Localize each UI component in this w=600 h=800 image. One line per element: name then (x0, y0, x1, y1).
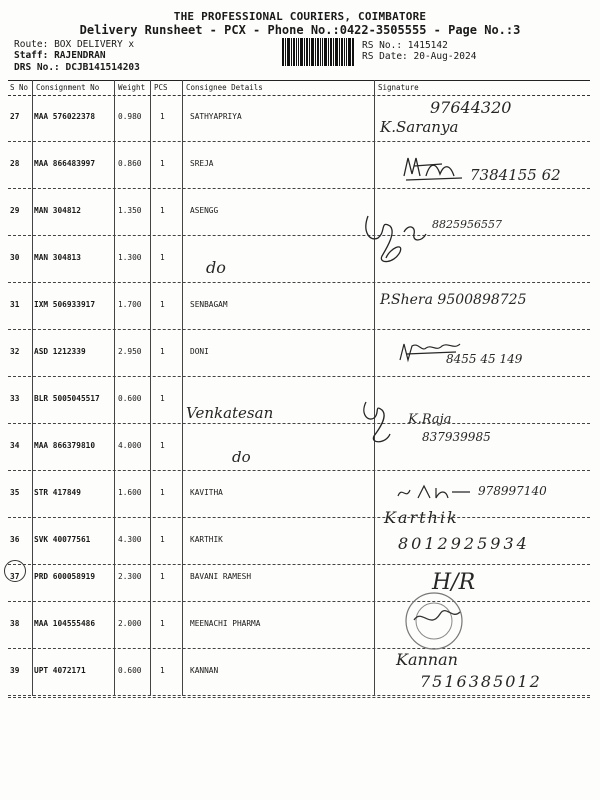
row-weight: 4.000 (118, 441, 142, 450)
row-consignment-no: UPT 4072171 (34, 666, 86, 675)
row-sno: 30 (10, 253, 20, 262)
row-weight: 2.950 (118, 347, 142, 356)
row-consignee: DONI (190, 347, 209, 356)
staff-value: RAJENDRAN (54, 50, 106, 61)
row-consignment-no: PRD 600058919 (34, 572, 96, 581)
row-weight: 4.300 (118, 535, 142, 544)
row-weight: 0.600 (118, 394, 142, 403)
row-weight: 1.600 (118, 488, 142, 497)
row-pcs: 1 (160, 572, 165, 581)
pharma-rubber-stamp (400, 590, 470, 652)
table-row (8, 376, 590, 424)
handwritten-phone: 8825956557 (432, 218, 502, 231)
handwritten-signature: K.Saranya (380, 118, 459, 136)
row-sno: 28 (10, 159, 20, 168)
row-sno: 33 (10, 394, 20, 403)
ditto-mark: do (206, 258, 226, 277)
barcode-image (282, 38, 354, 66)
rs-date-label: RS Date: (362, 51, 408, 62)
table-bottom-border (8, 697, 590, 698)
rs-no-line (362, 40, 448, 51)
row-pcs: 1 (160, 619, 165, 628)
handwritten-signature: P.Shera 9500898725 (380, 292, 527, 308)
row-pcs: 1 (160, 535, 165, 544)
row-consignment-no: SVK 40077561 (34, 535, 91, 544)
row-sno: 37 (10, 572, 20, 581)
row-weight: 0.600 (118, 666, 142, 675)
route-label: Route: (14, 39, 49, 50)
row-consignee: KAVITHA (190, 488, 223, 497)
handwritten-consignee: Venkatesan (186, 404, 274, 422)
row-pcs: 1 (160, 347, 165, 356)
signature-scribble (402, 154, 472, 182)
signature-scribble (360, 212, 440, 268)
row-weight: 2.300 (118, 572, 142, 581)
row-37-circle-mark (4, 560, 26, 582)
row-consignment-no: STR 417849 (34, 488, 81, 497)
drs-value: DCJB141514203 (65, 62, 140, 73)
signature-scribble (396, 482, 472, 502)
row-consignee: SENBAGAM (190, 300, 228, 309)
row-weight: 0.860 (118, 159, 142, 168)
runsheet-title: Delivery Runsheet - PCX - Phone No.:0422-3505555 - Page No.:3 (79, 23, 521, 37)
rs-no-value: 1415142 (407, 40, 448, 51)
row-consignment-no: MAN 304813 (34, 253, 81, 262)
handwritten-phone: 97644320 (430, 98, 512, 117)
table-row (8, 554, 590, 602)
drs-line (14, 62, 140, 73)
row-sno: 31 (10, 300, 20, 309)
table-row (8, 235, 590, 283)
row-sno: 29 (10, 206, 20, 215)
row-consignee: MEENACHI PHARMA (190, 619, 261, 628)
row-pcs: 1 (160, 666, 165, 675)
row-pcs: 1 (160, 159, 165, 168)
row-consignee: KANNAN (190, 666, 219, 675)
rs-no-label: RS No.: (362, 40, 403, 51)
row-pcs: 1 (160, 441, 165, 450)
row-weight: 1.700 (118, 300, 142, 309)
row-weight: 1.300 (118, 253, 142, 262)
handwritten-phone: 7384155 62 (470, 166, 561, 184)
rs-date-value: 20-Aug-2024 (413, 51, 477, 62)
row-weight: 2.000 (118, 619, 142, 628)
table-row (8, 423, 590, 471)
ditto-mark: do (232, 448, 251, 466)
row-consignment-no: MAN 304812 (34, 206, 81, 215)
col-sno: S No (10, 83, 29, 92)
row-consignment-no: MAA 576022378 (34, 112, 96, 121)
row-consignee: ASENGG (190, 206, 219, 215)
row-consignment-no: MAA 866483997 (34, 159, 96, 168)
staff-line (14, 50, 106, 61)
row-sno: 35 (10, 488, 20, 497)
handwritten-phone: 8455 45 149 (446, 352, 523, 366)
row-sno: 32 (10, 347, 20, 356)
row-pcs: 1 (160, 394, 165, 403)
row-weight: 1.350 (118, 206, 142, 215)
row-pcs: 1 (160, 300, 165, 309)
row-pcs: 1 (160, 206, 165, 215)
handwritten-phone: 837939985 (422, 430, 491, 444)
row-pcs: 1 (160, 488, 165, 497)
signature-scribble (356, 398, 402, 446)
row-consignment-no: ASD 1212339 (34, 347, 86, 356)
handwritten-signature: Karthik (384, 508, 459, 527)
company-name: THE PROFESSIONAL COURIERS, COIMBATORE (173, 10, 427, 23)
table-row (8, 601, 590, 649)
handwritten-phone: 978997140 (478, 484, 547, 498)
row-pcs: 1 (160, 112, 165, 121)
route-line (14, 39, 134, 50)
handwritten-phone: 8012925934 (398, 534, 530, 553)
col-consignee: Consignee Details (186, 83, 263, 92)
row-sno: 39 (10, 666, 20, 675)
handwritten-signature: K.Raja (408, 412, 452, 427)
col-consignment-no: Consignment No (36, 83, 100, 92)
col-signature: Signature (378, 83, 419, 92)
col-pcs: PCS (154, 83, 168, 92)
handwritten-signature: Kannan (396, 650, 458, 669)
drs-label: DRS No.: (14, 62, 60, 73)
row-sno: 36 (10, 535, 20, 544)
row-weight: 0.980 (118, 112, 142, 121)
row-consignee: KARTHIK (190, 535, 223, 544)
row-consignee: BAVANI RAMESH (190, 572, 252, 581)
table-row (8, 188, 590, 236)
route-value: BOX DELIVERY x (54, 39, 135, 50)
row-consignment-no: MAA 104555486 (34, 619, 96, 628)
row-sno: 34 (10, 441, 20, 450)
row-consignee: SREJA (190, 159, 214, 168)
rs-date-line (362, 51, 476, 62)
row-sno: 38 (10, 619, 20, 628)
row-consignment-no: IXM 506933917 (34, 300, 96, 309)
staff-label: Staff: (14, 50, 49, 61)
row-sno: 27 (10, 112, 20, 121)
row-pcs: 1 (160, 253, 165, 262)
row-consignment-no: MAA 866379810 (34, 441, 96, 450)
row-consignment-no: BLR 5005045517 (34, 394, 100, 403)
row-consignee: SATHYAPRIYA (190, 112, 242, 121)
handwritten-phone: 7516385012 (420, 672, 542, 691)
handwritten-signature: H/R (432, 570, 476, 595)
col-weight: Weight (118, 83, 146, 92)
